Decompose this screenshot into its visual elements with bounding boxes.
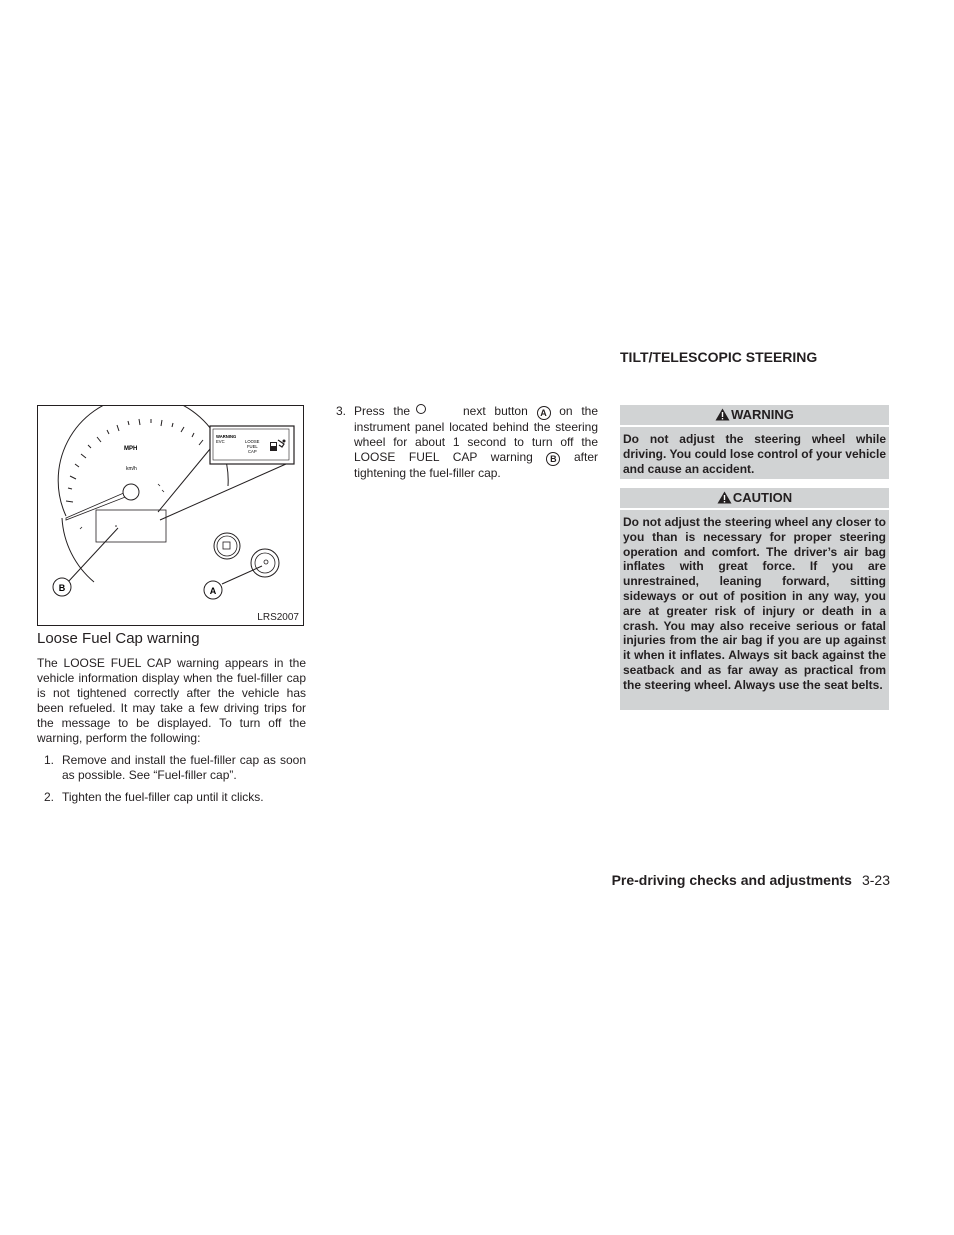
callout-b-ref: B — [546, 452, 560, 466]
list-item-number: 2. — [44, 790, 55, 804]
callout-a-ref: A — [537, 406, 551, 420]
step3-text-part3: on the instrument panel located behind the steering wheel for about 1 second to turn off the LOOSE FUEL CAP warning — [354, 404, 599, 464]
step3-text-part1: Press the — [354, 404, 411, 418]
caution-text: Do not adjust the steering wheel any closer to you than is necessary for proper steering operation and comfort. The driver’s air bag inflates with great force. If you are unrestrained, leaning forward, sitting sideways or out of position in any way, you are at greater risk of injury or death in a crash. You may also receive serious or fatal injuries from the air bag if you are up against it when it inflates. Always sit back against the seatback and as far away as practical from the steering wheel. Always use the seat belts. — [623, 515, 886, 692]
step3-text-part4: after tightening the fuel-filler cap. — [354, 450, 599, 480]
caution-triangle-icon — [717, 491, 732, 504]
warning-box — [620, 405, 889, 479]
caution-header — [620, 488, 889, 510]
list-item-number: 3. — [336, 404, 347, 418]
speedometer-illustration — [38, 406, 305, 627]
display-message-line3: CAP — [248, 449, 257, 454]
callout-a-label: A — [209, 586, 217, 596]
loose-fuel-cap-subheading: Loose Fuel Cap warning — [37, 630, 200, 647]
display-message-line2: FUEL — [247, 444, 258, 449]
list-item-text: Tighten the fuel-filler cap until it clicks. — [62, 790, 264, 804]
warning-triangle-icon — [715, 408, 730, 421]
list-item-text: Remove and install the fuel-filler cap as soon as possible. See “Fuel-filler cap”. — [62, 753, 306, 782]
gauge-mph-label: MPH — [124, 446, 138, 452]
instrument-panel-figure — [37, 405, 304, 626]
display-warning-text: WARNING — [216, 434, 237, 439]
footer-section-name: Pre-driving checks and adjustments — [611, 872, 852, 888]
display-warning-sub: EVC — [216, 439, 225, 444]
figure-code: LRS2007 — [257, 612, 299, 623]
gauge-kmh-label: km/h — [126, 466, 137, 472]
next-button-icon — [416, 404, 426, 414]
callout-b-label: B — [58, 583, 66, 593]
step3-text-part2: next button — [463, 404, 528, 418]
section-title: TILT/TELESCOPIC STEERING — [620, 349, 818, 365]
warning-label: WARNING — [731, 407, 794, 422]
page-footer — [612, 872, 890, 888]
display-message-line1: LOOSE — [245, 439, 260, 444]
warning-text: Do not adjust the steering wheel while driving. You could lose control of your vehicle and cause an accident. — [623, 432, 886, 476]
loose-fuel-cap-paragraph: The LOOSE FUEL CAP warning appears in the vehicle information display when the fuel-filler cap is not tightened correctly after the vehicle has been refueled. It may take a few driving trips for the message to be displayed. To turn off the warning, perform the following: — [37, 656, 306, 745]
list-item-number: 1. — [44, 753, 55, 767]
warning-header — [620, 405, 889, 427]
caution-label: CAUTION — [732, 490, 793, 505]
caution-box — [620, 488, 889, 710]
list-item-text — [354, 404, 598, 481]
page-number: 3-23 — [861, 872, 890, 888]
